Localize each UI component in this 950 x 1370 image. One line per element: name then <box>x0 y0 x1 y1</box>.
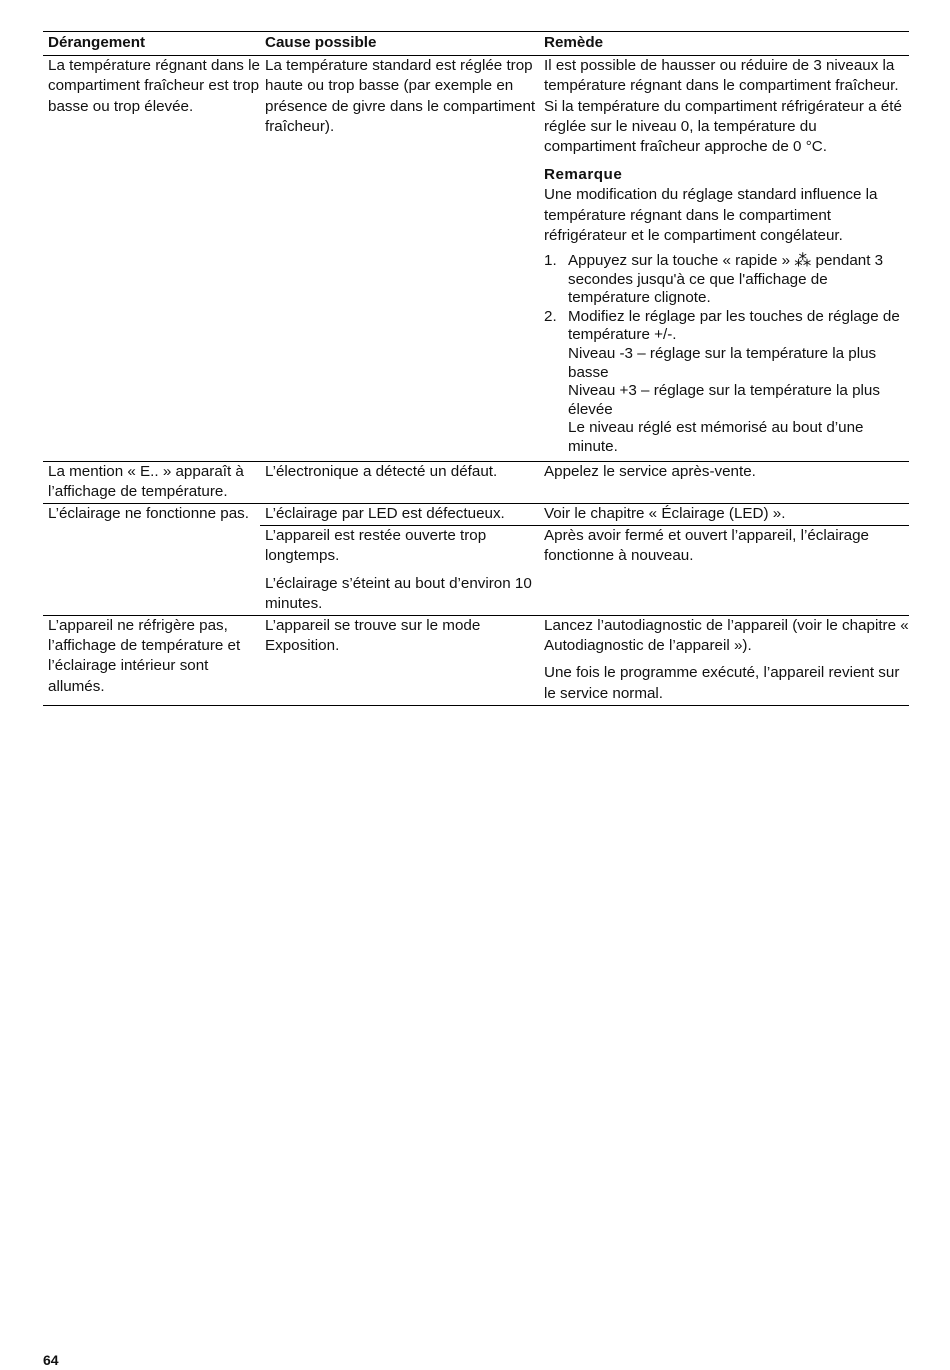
cause-cell <box>260 56 539 461</box>
fault-text: L’éclairage ne fonctionne pas. <box>48 504 249 522</box>
remedy-cell <box>539 503 909 525</box>
table-row <box>43 56 909 461</box>
step-text-continued: pendant 3 secondes jusqu'à ce que l'affichage de température clignote. <box>568 252 884 307</box>
step-number: 2. <box>544 307 557 325</box>
remedy-text: Lancez l’autodiagnostic de l’appareil (voir le chapitre « Autodiagnostic de l’appareil »). <box>544 616 909 655</box>
troubleshooting-table <box>43 31 909 706</box>
fault-cell <box>43 461 260 503</box>
fault-cell <box>43 503 260 615</box>
cause-cell <box>260 503 539 525</box>
step-level-max: Niveau +3 – réglage sur la température la plus élevée <box>568 382 880 418</box>
fault-cell <box>43 615 260 705</box>
step-text: Modifiez le réglage par les touches de réglage de température +/-. <box>568 307 900 344</box>
fault-cell <box>43 56 260 461</box>
cause-text: L’électronique a détecté un défaut. <box>265 462 498 480</box>
remedy-intro: Il est possible de hausser ou réduire de 3 niveaux la température régnant dans le compartiment fraîcheur. Si la température du compartiment réfrigérateur a été réglée sur le niveau 0, la température du compartiment fraîcheur approche de 0 °C. <box>544 57 902 156</box>
list-item <box>544 252 909 308</box>
step-level-min: Niveau -3 – réglage sur la température la plus basse <box>568 345 877 381</box>
table-row <box>43 461 909 503</box>
fault-text: La température régnant dans le compartiment fraîcheur est trop basse ou trop élevée. <box>48 57 260 115</box>
note-text: Une modification du réglage standard influence la température régnant dans le compartiment réfrigérateur et le compartiment congélateur. <box>544 186 878 244</box>
step-number: 1. <box>544 252 557 270</box>
remedy-extra-text: Une fois le programme exécuté, l’appareil revient sur le service normal. <box>544 664 900 702</box>
header-cause: Cause possible <box>260 32 539 56</box>
cause-text: L’appareil est restée ouverte trop longtemps. <box>265 527 487 565</box>
remedy-cell <box>539 461 909 503</box>
remedy-cell <box>539 526 909 616</box>
step-memorized: Le niveau réglé est mémorisé au bout d’une minute. <box>568 419 864 455</box>
remedy-cell <box>539 615 909 705</box>
remedy-text: Voir le chapitre « Éclairage (LED) ». <box>544 504 786 522</box>
cause-text: L’éclairage par LED est défectueux. <box>265 504 505 522</box>
remedy-cell <box>539 56 909 461</box>
snowflake-icon: ⁂ <box>794 251 812 271</box>
header-fault: Dérangement <box>43 32 260 56</box>
cause-cell <box>260 615 539 705</box>
list-item <box>544 308 909 457</box>
table-header-row <box>43 32 909 56</box>
step-text: Appuyez sur la touche « rapide » <box>568 252 791 270</box>
cause-extra-text: L’éclairage s’éteint au bout d’environ 10 minutes. <box>265 574 532 612</box>
cause-cell <box>260 461 539 503</box>
table-row <box>43 503 909 525</box>
page-number: 64 <box>43 1352 59 1368</box>
table-row <box>43 615 909 705</box>
cause-text: La température standard est réglée trop haute ou trop basse (par exemple en présence de givre dans le compartiment fraîcheur). <box>265 57 536 135</box>
fault-text: L’appareil ne réfrigère pas, l’affichage de température et l’éclairage intérieur sont allumés. <box>48 616 241 695</box>
fault-text: La mention « E.. » apparaît à l’affichage de température. <box>48 462 244 500</box>
header-remedy: Remède <box>539 32 909 56</box>
note-title: Remarque <box>544 166 623 184</box>
remedy-text: Après avoir fermé et ouvert l’appareil, l’éclairage fonctionne à nouveau. <box>544 527 869 565</box>
remedy-text: Appelez le service après-vente. <box>544 462 756 480</box>
cause-cell <box>260 526 539 616</box>
cause-text: L’appareil se trouve sur le mode Exposition. <box>265 616 481 655</box>
steps-list <box>544 252 909 457</box>
